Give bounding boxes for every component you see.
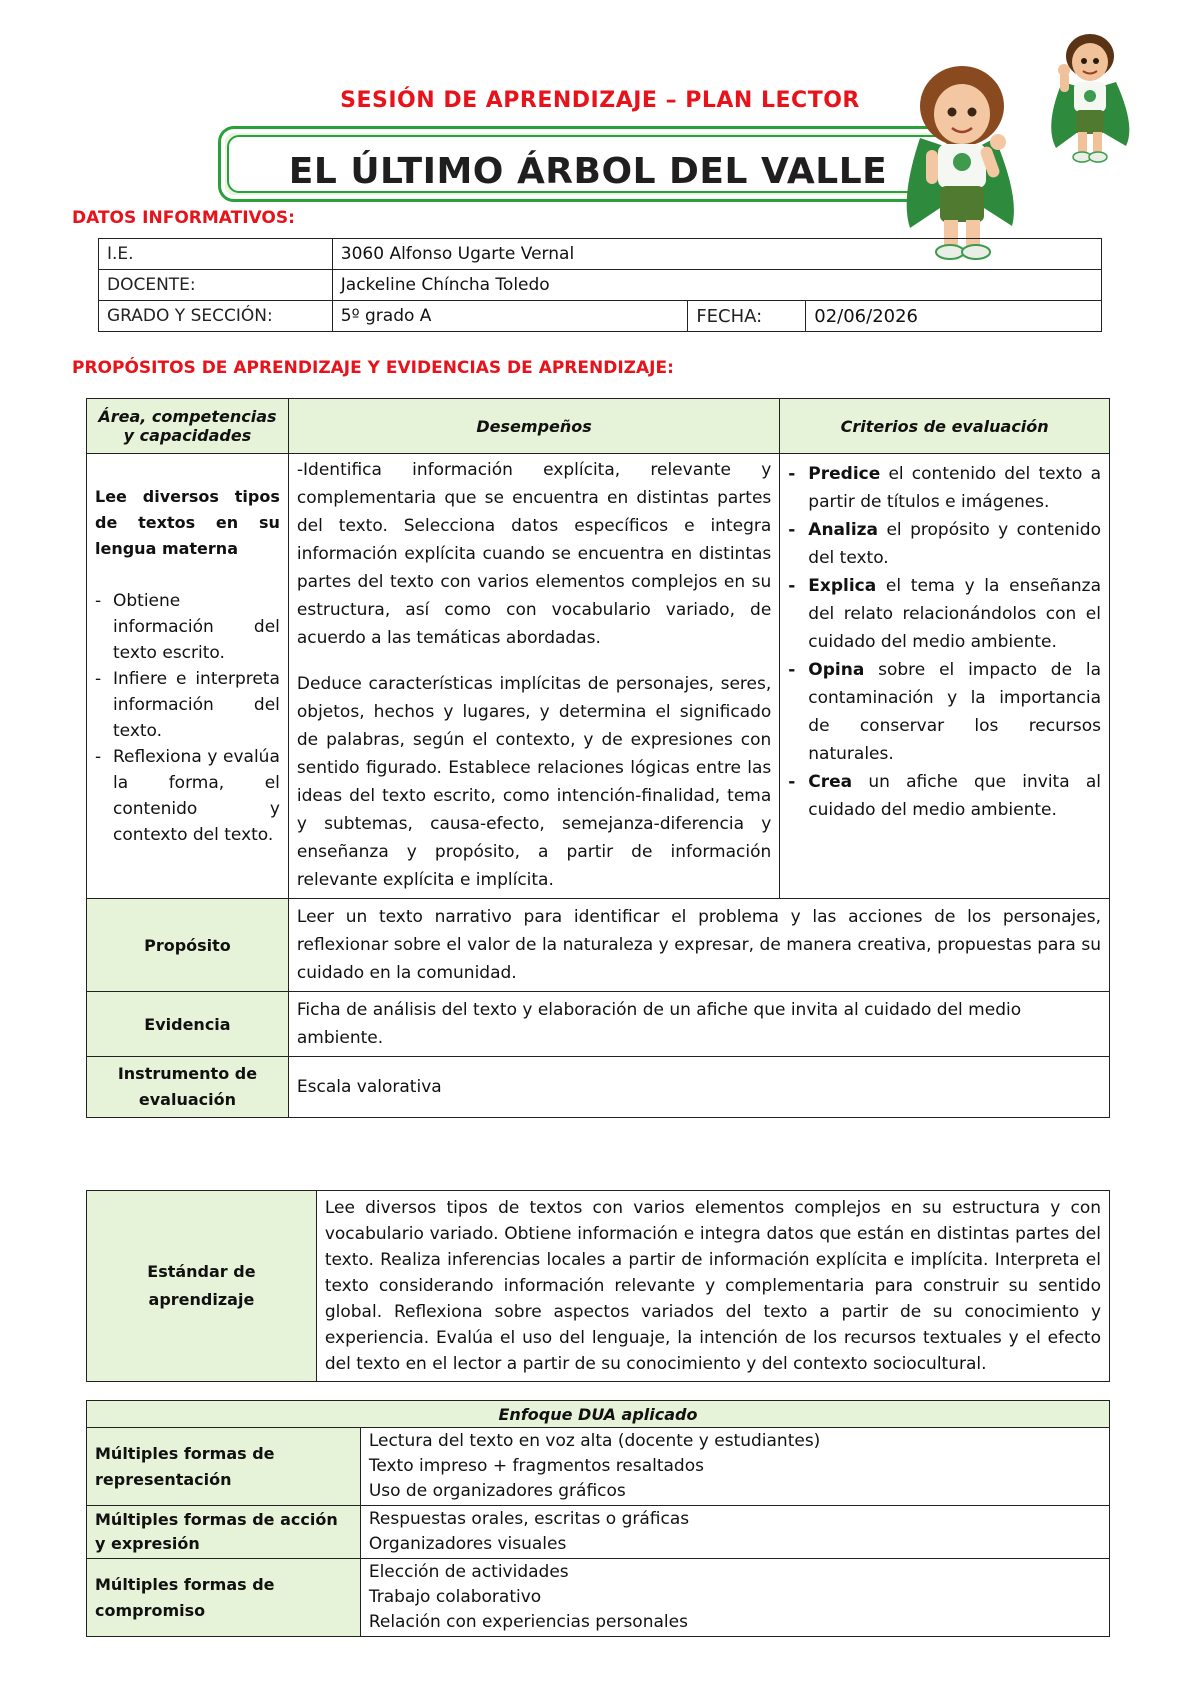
fecha-label: FECHA: bbox=[688, 301, 806, 332]
ie-value: 3060 Alfonso Ugarte Vernal bbox=[332, 239, 1101, 270]
table-row bbox=[87, 1506, 1110, 1559]
list-item: Relación con experiencias personales bbox=[368, 1612, 688, 1632]
fecha-value: 02/06/2026 bbox=[806, 301, 1102, 332]
evidencia-text: Ficha de análisis del texto y elaboración de un afiche que invita al cuidado del medio ambiente. bbox=[288, 992, 1109, 1057]
evidencia-label: Evidencia bbox=[87, 992, 289, 1057]
grado-label: GRADO Y SECCIÓN: bbox=[99, 301, 333, 332]
table-row bbox=[99, 270, 1102, 301]
table-row bbox=[99, 239, 1102, 270]
propositos-table bbox=[86, 398, 1110, 1118]
instrumento-text: Escala valorativa bbox=[288, 1057, 1109, 1118]
list-item: Uso de organizadores gráficos bbox=[368, 1481, 626, 1501]
dua-title: Enfoque DUA aplicado bbox=[87, 1401, 1110, 1428]
list-item: - Predice el contenido del texto a partir de títulos e imágenes. bbox=[788, 464, 1101, 512]
table-row bbox=[87, 1428, 1110, 1506]
dua-row-label: Múltiples formas de compromiso bbox=[87, 1559, 361, 1637]
table-row bbox=[87, 454, 1110, 899]
desempeno-1: -Identifica información explícita, relevante y complementaria que se encuentra en distintas partes del texto. Selecciona datos específicos e integra información explícita cuando se encuentra en distintas partes del texto con varios elementos complejos en su estructura, así como con vocabulario variado, de acuerdo a las temáticas abordadas. bbox=[296, 460, 772, 648]
docente-label: DOCENTE: bbox=[99, 270, 333, 301]
datos-heading: DATOS INFORMATIVOS: bbox=[72, 208, 295, 228]
table-row bbox=[87, 1057, 1110, 1118]
propositos-heading: PROPÓSITOS DE APRENDIZAJE Y EVIDENCIAS DE APRENDIZAJE: bbox=[72, 358, 674, 378]
list-item: Organizadores visuales bbox=[368, 1534, 567, 1554]
desempenos-cell bbox=[288, 454, 779, 899]
proposito-label: Propósito bbox=[87, 899, 289, 992]
list-item: - Obtiene información del texto escrito. bbox=[95, 591, 280, 663]
dua-row-items bbox=[360, 1506, 1109, 1559]
datos-table bbox=[98, 238, 1102, 332]
table-row bbox=[99, 301, 1102, 332]
estandar-text: Lee diversos tipos de textos con varios elementos complejos en su estructura y con vocabulario variado. Obtiene información e integra datos que están en distintas partes del texto. Realiza inferencias locales a partir de información explícita e implícita. Interpreta el texto considerando información relevante y complementaria para construir su sentido global. Reflexiona sobre aspectos variados del texto a partir de su conocimiento y experiencia. Evalúa el uso del lenguaje, la intención de los recursos textuales y el efecto del texto en el lector a partir de su conocimiento y del contexto sociocultural. bbox=[316, 1191, 1109, 1382]
dua-row-items bbox=[360, 1428, 1109, 1506]
table-row bbox=[87, 899, 1110, 992]
dua-table bbox=[86, 1400, 1110, 1637]
list-item: - Crea un afiche que invita al cuidado del medio ambiente. bbox=[788, 772, 1101, 820]
girl-character-illustration bbox=[880, 58, 1050, 268]
criterios-cell bbox=[780, 454, 1110, 899]
list-item: Trabajo colaborativo bbox=[368, 1587, 542, 1607]
table-header-row bbox=[87, 399, 1110, 454]
dua-row-items bbox=[360, 1559, 1109, 1637]
list-item: Elección de actividades bbox=[368, 1562, 569, 1582]
grado-value: 5º grado A bbox=[332, 301, 688, 332]
dua-row-label: Múltiples formas de acción y expresión bbox=[87, 1506, 361, 1559]
list-item: - Explica el tema y la enseñanza del relato relacionándolos con el cuidado del medio ambiente. bbox=[788, 576, 1101, 652]
list-item: - Analiza el propósito y contenido del texto. bbox=[788, 520, 1101, 568]
table-header-row bbox=[87, 1401, 1110, 1428]
col-area-header: Área, competencias y capacidades bbox=[87, 399, 289, 454]
col-desempenos-header: Desempeños bbox=[288, 399, 779, 454]
story-title: EL ÚLTIMO ÁRBOL DEL VALLE bbox=[288, 151, 888, 192]
competencia-cell bbox=[87, 454, 289, 899]
banner-inner-frame bbox=[227, 135, 949, 193]
list-item: - Opina sobre el impacto de la contaminación y la importancia de conservar los recursos naturales. bbox=[788, 660, 1101, 764]
list-item: Texto impreso + fragmentos resaltados bbox=[368, 1456, 704, 1476]
session-title: SESIÓN DE APRENDIZAJE – PLAN LECTOR bbox=[340, 88, 860, 113]
table-row bbox=[87, 992, 1110, 1057]
table-row bbox=[87, 1191, 1110, 1382]
desempeno-2: Deduce características implícitas de personajes, seres, objetos, hechos y lugares, y determina el significado de palabras, según el contexto, y de expresiones con sentido figurado. Establece relaciones lógicas entre las ideas del texto escrito, como intención-finalidad, tema y subtemas, causa-efecto, semejanza-diferencia y enseñanza y propósito, a partir de información relevante explícita e implícita. bbox=[296, 674, 772, 890]
list-item: Respuestas orales, escritas o gráficas bbox=[368, 1509, 690, 1529]
estandar-label: Estándar de aprendizaje bbox=[87, 1191, 317, 1382]
dua-row-label: Múltiples formas de representación bbox=[87, 1428, 361, 1506]
col-criterios-header: Criterios de evaluación bbox=[780, 399, 1110, 454]
list-item: Lectura del texto en voz alta (docente y estudiantes) bbox=[368, 1431, 821, 1451]
story-title-banner bbox=[218, 126, 958, 202]
boy-character-illustration bbox=[1038, 26, 1142, 166]
list-item: - Reflexiona y evalúa la forma, el contenido y contexto del texto. bbox=[95, 747, 280, 845]
proposito-text: Leer un texto narrativo para identificar el problema y las acciones de los personajes, reflexionar sobre el valor de la naturaleza y expresar, de manera creativa, propuestas para su cuidado en la comunidad. bbox=[288, 899, 1109, 992]
docente-value: Jackeline Chíncha Toledo bbox=[332, 270, 1101, 301]
ie-label: I.E. bbox=[99, 239, 333, 270]
instrumento-label: Instrumento de evaluación bbox=[87, 1057, 289, 1118]
list-item: - Infiere e interpreta información del texto. bbox=[95, 669, 280, 741]
competencia-text: Lee diversos tipos de textos en su lengua materna bbox=[95, 487, 280, 558]
capacidades-list bbox=[95, 588, 280, 848]
table-row bbox=[87, 1559, 1110, 1637]
estandar-table bbox=[86, 1190, 1110, 1382]
